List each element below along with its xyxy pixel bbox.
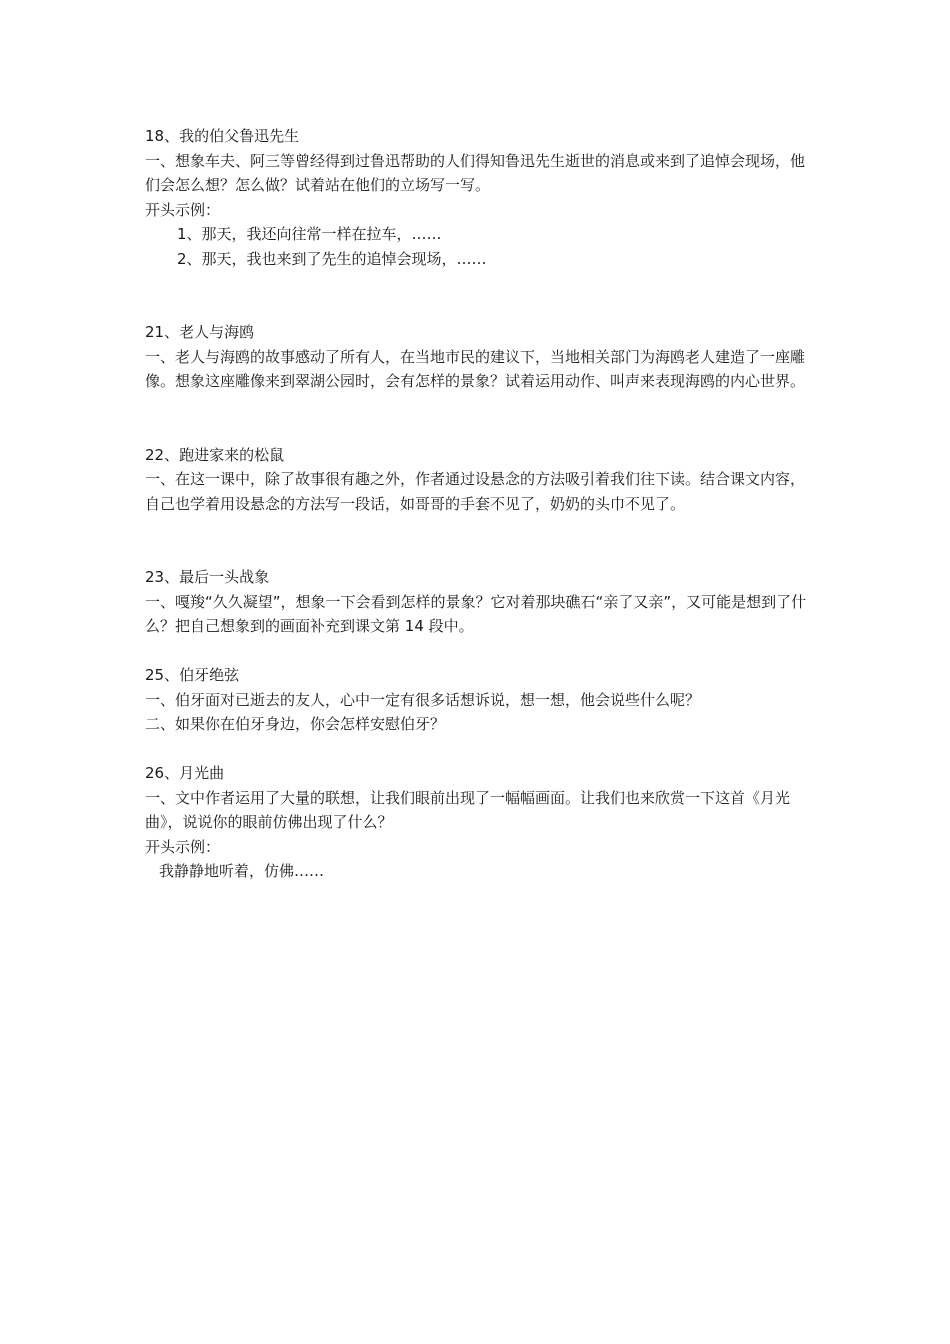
spacer xyxy=(145,516,810,565)
prompt-text: 一、老人与海鸥的故事感动了所有人，在当地市民的建议下，当地相关部门为海鸥老人建造了一座雕像。想象这座雕像来到翠湖公园时，会有怎样的景象？试着运用动作、叫声来表现海鸥的内心世界。 xyxy=(145,347,806,390)
section-title: 21、老人与海鸥 xyxy=(145,323,255,341)
section-25 xyxy=(145,663,810,737)
section-18 xyxy=(145,124,810,271)
example-item: 1、那天，我还向往常一样在拉车，…… xyxy=(177,225,442,243)
prompt-text: 二、如果你在伯牙身边，你会怎样安慰伯牙？ xyxy=(145,715,446,733)
spacer xyxy=(145,394,810,443)
document-body xyxy=(145,124,810,884)
example-item: 我静静地听着，仿佛…… xyxy=(159,862,325,880)
section-23 xyxy=(145,565,810,639)
section-title: 25、伯牙绝弦 xyxy=(145,666,240,684)
section-title: 23、最后一头战象 xyxy=(145,568,270,586)
prompt-text: 一、想象车夫、阿三等曾经得到过鲁迅帮助的人们得知鲁迅先生逝世的消息或来到了追悼会现场，他们会怎么想？怎么做？试着站在他们的立场写一写。 xyxy=(145,151,806,194)
section-title: 18、我的伯父鲁迅先生 xyxy=(145,127,300,145)
prompt-text: 一、伯牙面对已逝去的友人，心中一定有很多话想诉说，想一想，他会说些什么呢？ xyxy=(145,690,701,709)
section-21 xyxy=(145,320,810,394)
section-22 xyxy=(145,443,810,517)
section-26 xyxy=(145,761,810,884)
prompt-text: 一、嘎羧“久久凝望”，想象一下会看到怎样的景象？它对着那块礁石“亲了又亲”，又可能是想到了什么？把自己想象到的画面补充到课文第 14 段中。 xyxy=(145,592,807,635)
spacer xyxy=(145,737,810,762)
spacer xyxy=(145,639,810,664)
example-heading: 开头示例： xyxy=(145,200,221,219)
prompt-text: 一、文中作者运用了大量的联想，让我们眼前出现了一幅幅画面。让我们也来欣赏一下这首《月光曲》，说说你的眼前仿佛出现了什么？ xyxy=(145,788,791,831)
spacer xyxy=(145,271,810,320)
prompt-text: 一、在这一课中，除了故事很有趣之外，作者通过设悬念的方法吸引着我们往下读。结合课文内容，自己也学着用设悬念的方法写一段话，如哥哥的手套不见了，奶奶的头巾不见了。 xyxy=(145,470,806,513)
section-title: 22、跑进家来的松鼠 xyxy=(145,445,285,464)
section-title: 26、月光曲 xyxy=(145,764,225,782)
example-heading: 开头示例： xyxy=(145,837,221,856)
example-item: 2、那天，我也来到了先生的追悼会现场，…… xyxy=(177,249,487,268)
